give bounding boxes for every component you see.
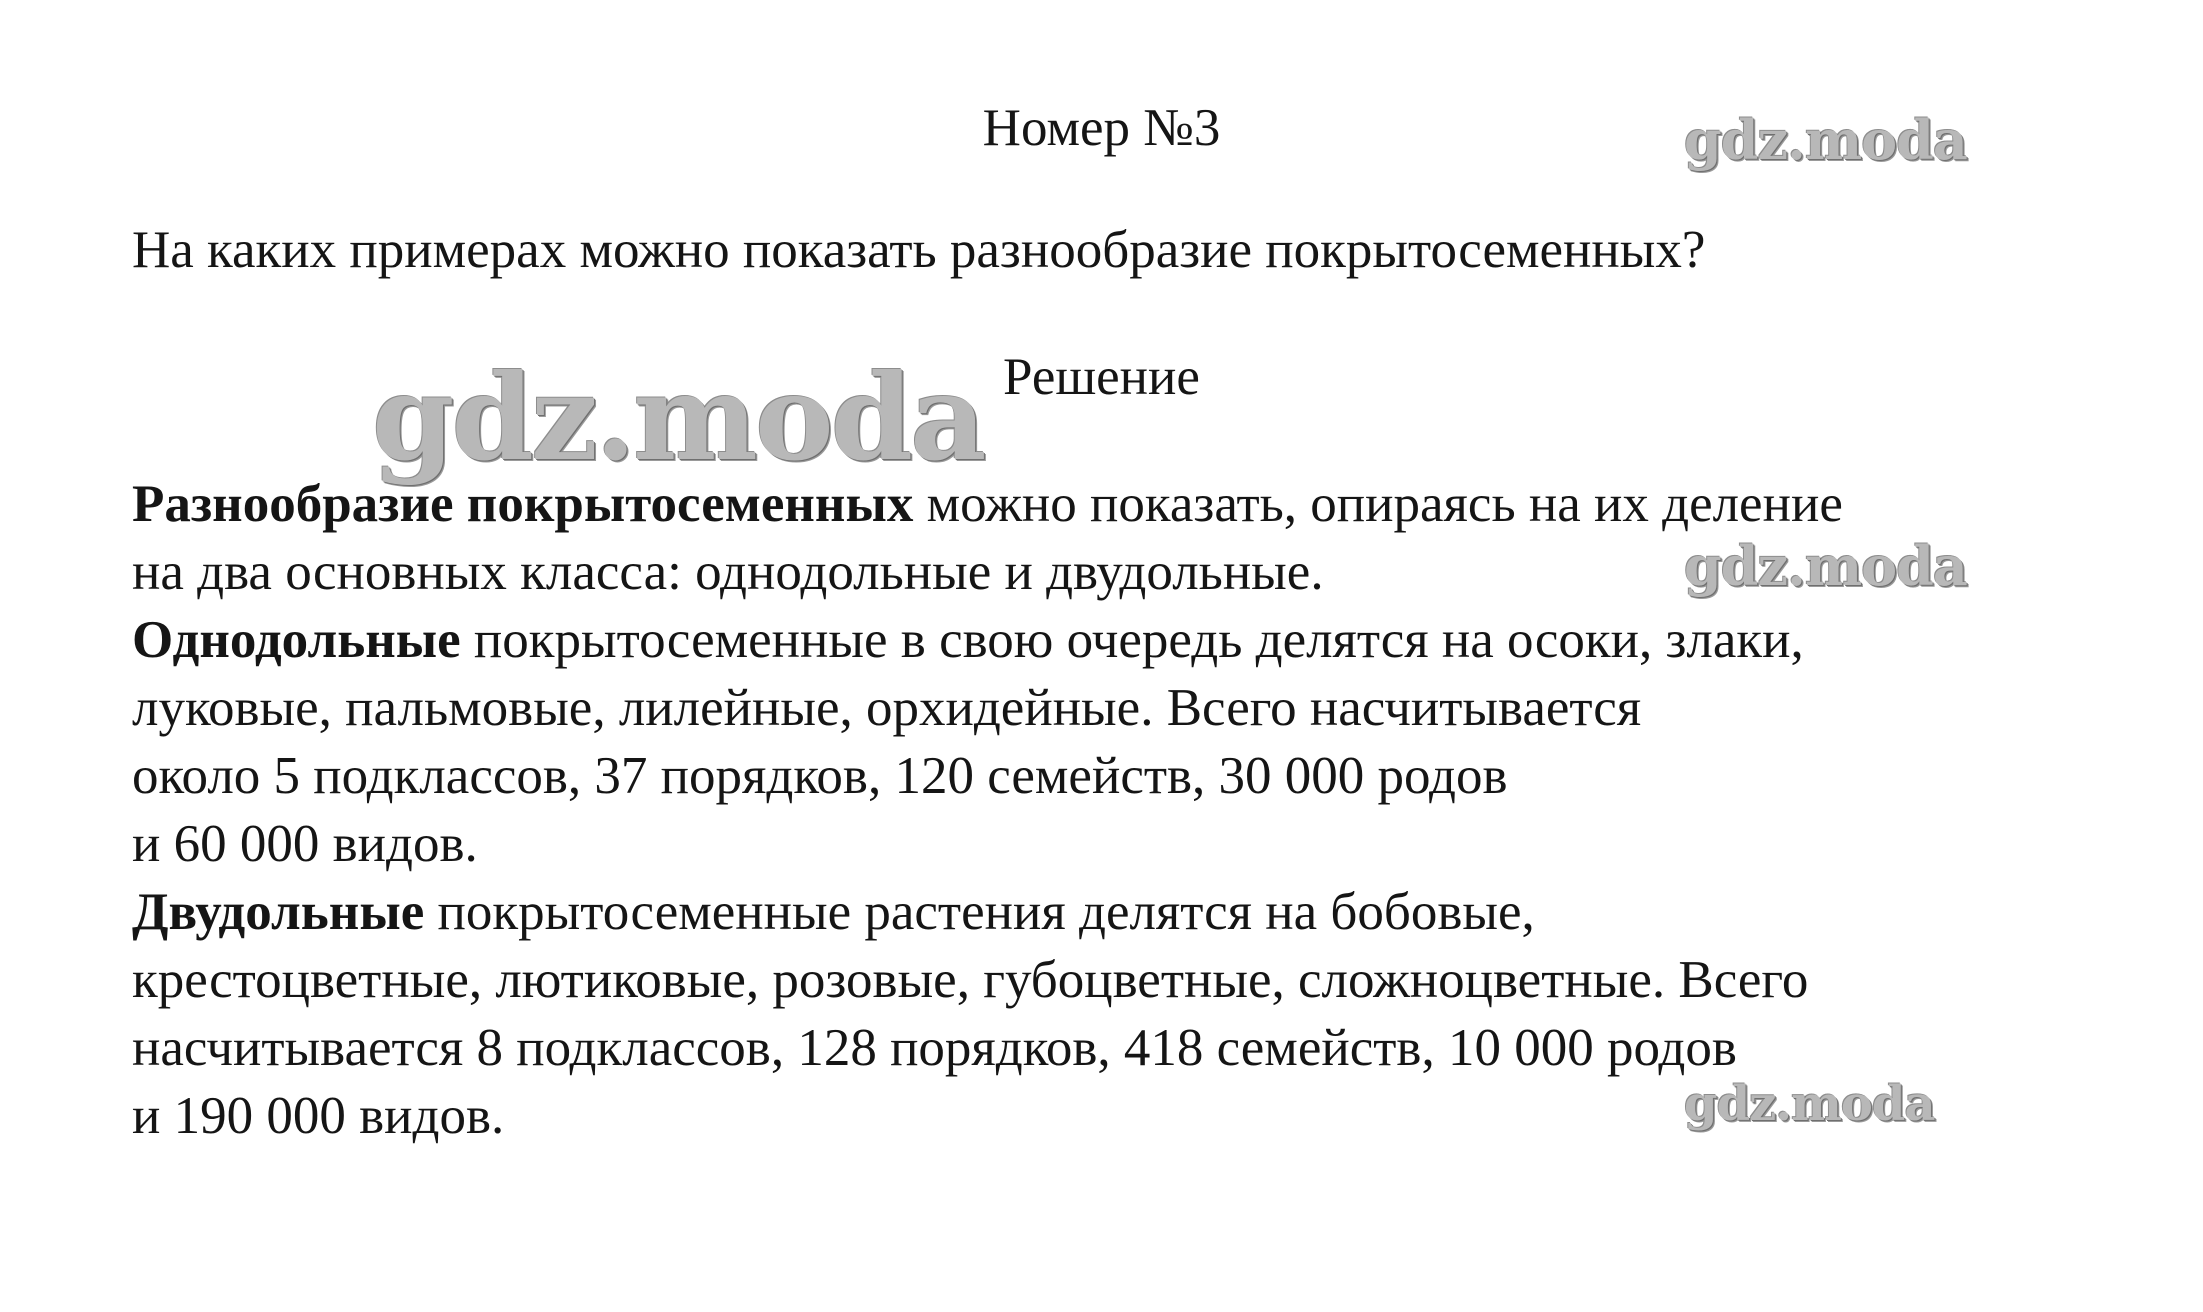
page-title: Номер №3 [982,99,1221,157]
body-line [132,946,2152,1014]
body-line [132,1014,2152,1082]
bold-term: Однодольные [132,611,461,669]
body-line [132,606,2152,674]
watermark-logo: gdz.moda [1684,534,1967,598]
question-text: На каких примерах можно показать разнообразие покрытосеменных? [132,221,1706,279]
watermark-logo: gdz.moda [1684,108,1967,172]
body-line [132,674,2152,742]
line-text: можно показать, опираясь на их деление [913,475,1843,533]
line-text: покрытосеменные в свою очередь делятся на осоки, злаки, [460,611,1804,669]
line-text: покрытосеменные растения делятся на бобовые, [424,883,1535,941]
body-line [132,742,2152,810]
body-line [132,470,2152,538]
line-text: около 5 подклассов, 37 порядков, 120 семейств, 30 000 родов [132,747,1508,805]
line-text: луковые, пальмовые, лилейные, орхидейные. Всего насчитывается [132,679,1642,737]
solution-body [132,470,2152,1150]
watermark-logo-large: gdz.moda [372,348,984,487]
bold-term: Разнообразие покрытосеменных [132,475,914,533]
body-line [132,810,2152,878]
bold-term: Двудольные [132,883,425,941]
line-text: крестоцветные, лютиковые, розовые, губоцветные, сложноцветные. Всего [132,951,1809,1009]
solution-heading: Решение [1003,348,1200,406]
body-line [132,538,2152,606]
body-line [132,1082,2152,1150]
watermark-logo: gdz.moda [1684,1076,1935,1132]
line-text: насчитывается 8 подклассов, 128 порядков, 418 семейств, 10 000 родов [132,1019,1737,1077]
line-text: на два основных класса: однодольные и двудольные. [132,543,1324,601]
line-text: и 190 000 видов. [132,1087,505,1145]
body-line [132,878,2152,946]
line-text: и 60 000 видов. [132,815,478,873]
